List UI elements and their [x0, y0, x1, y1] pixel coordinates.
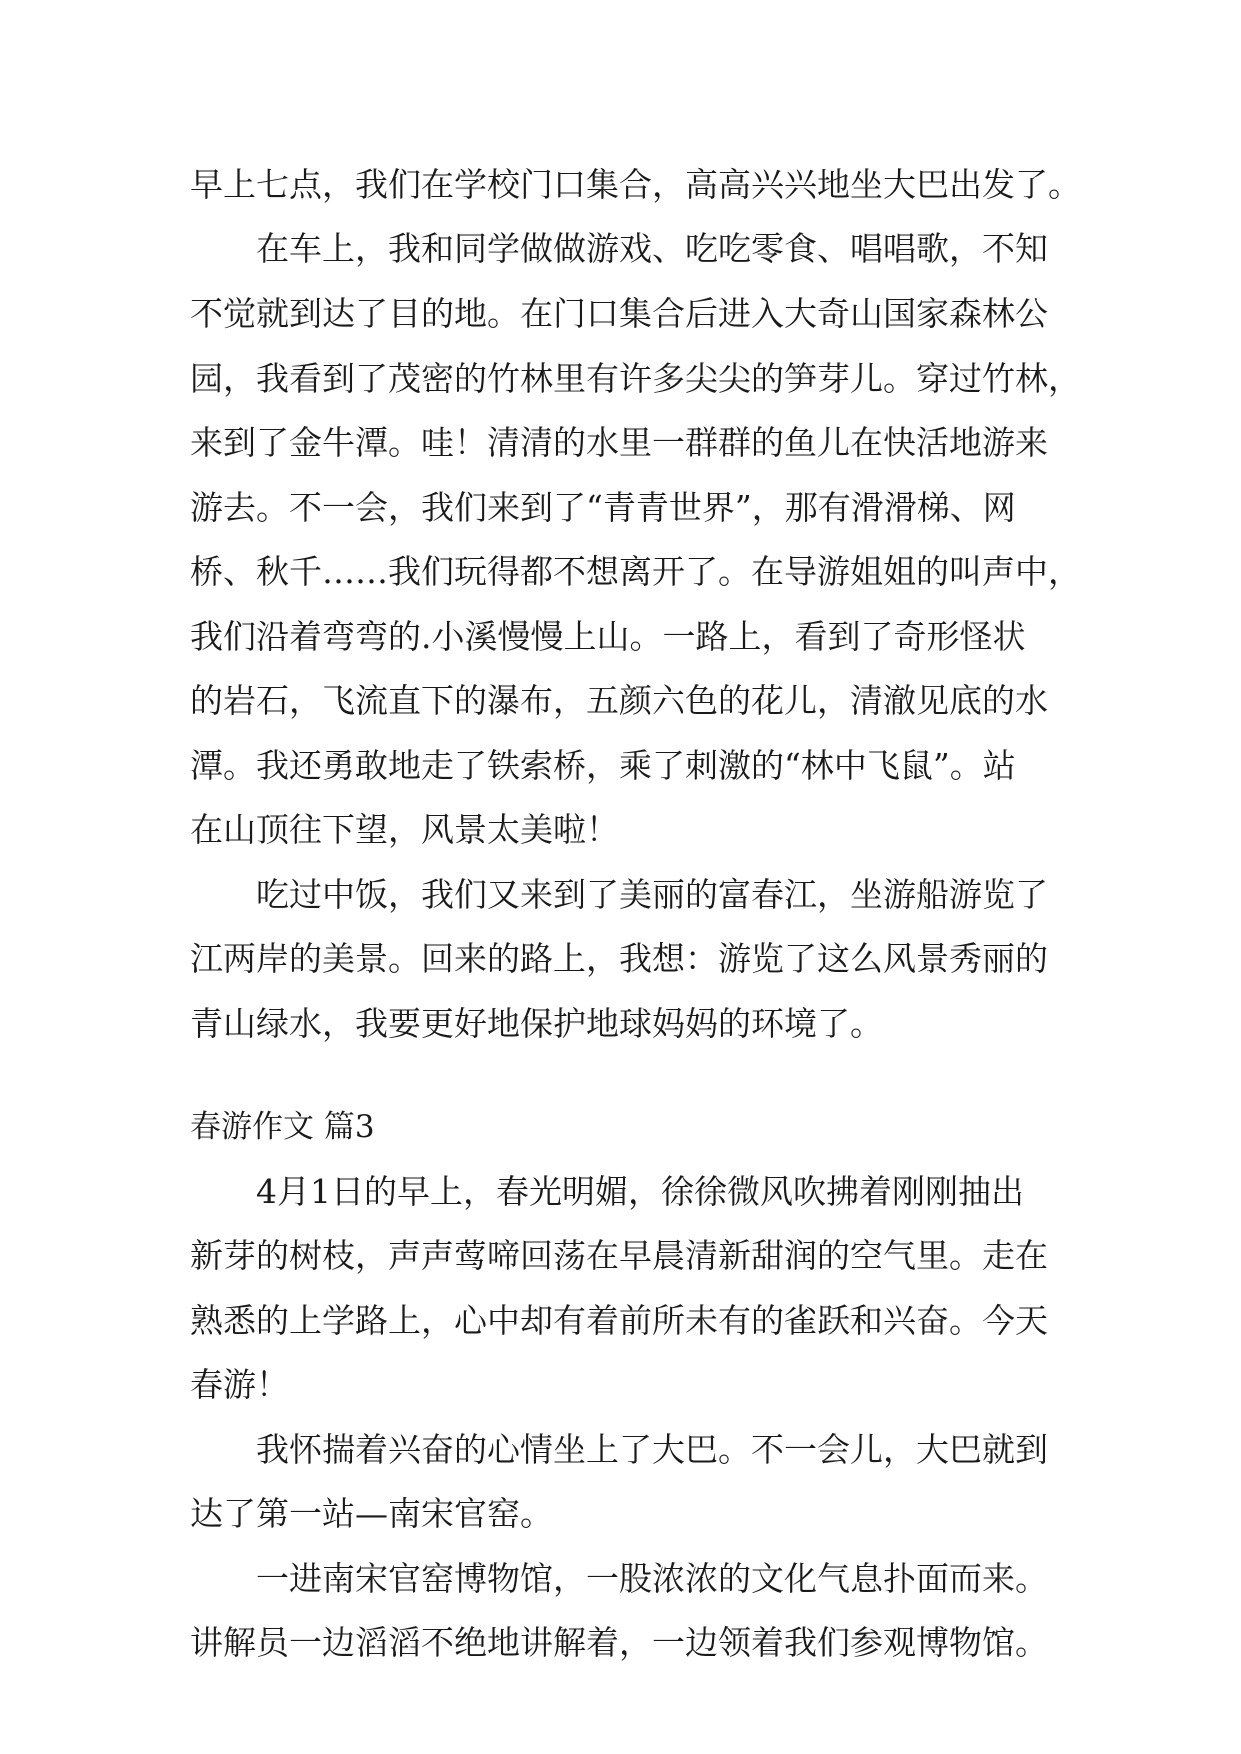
text-line: 来到了金牛潭。哇！清清的水里一群群的鱼儿在快活地游来 — [190, 423, 1048, 462]
text-line: 讲解员一边滔滔不绝地讲解着，一边领着我们参观博物馆。 — [190, 1623, 1048, 1662]
paragraph-first-line: 吃过中饭，我们又来到了美丽的富春江，坐游船游览了 — [256, 875, 1048, 914]
text-line: 我们沿着弯弯的.小溪慢慢上山。一路上，看到了奇形怪状 — [190, 617, 1026, 656]
text-line: 潭。我还勇敢地走了铁索桥，乘了刺激的“林中飞鼠”。站 — [190, 746, 1016, 785]
paragraph-first-line: 我怀揣着兴奋的心情坐上了大巴。不一会儿，大巴就到 — [256, 1430, 1048, 1469]
paragraph-first-line: 一进南宋官窑博物馆，一股浓浓的文化气息扑面而来。 — [256, 1559, 1048, 1598]
section-heading: 春游作文 篇3 — [190, 1109, 375, 1145]
text-line: 江两岸的美景。回来的路上，我想：游览了这么风景秀丽的 — [190, 939, 1048, 978]
text-line: 早上七点，我们在学校门口集合，高高兴兴地坐大巴出发了。 — [190, 165, 1081, 204]
text-line: 园，我看到了茂密的竹林里有许多尖尖的笋芽儿。穿过竹林， — [190, 359, 1081, 398]
text-line: 不觉就到达了目的地。在门口集合后进入大奇山国家森林公 — [190, 294, 1048, 333]
text-line: 春游！ — [190, 1365, 289, 1404]
text-line: 熟悉的上学路上，心中却有着前所未有的雀跃和兴奋。今天 — [190, 1301, 1048, 1340]
paragraph-first-line: 在车上，我和同学做做游戏、吃吃零食、唱唱歌，不知 — [256, 229, 1048, 268]
text-line: 在山顶往下望，风景太美啦！ — [190, 810, 619, 849]
text-line: 青山绿水，我要更好地保护地球妈妈的环境了。 — [190, 1004, 883, 1043]
text-line: 达了第一站—南宋官窑。 — [190, 1494, 553, 1533]
text-line: 桥、秋千……我们玩得都不想离开了。在导游姐姐的叫声中， — [190, 552, 1081, 591]
text-line: 新芽的树枝，声声莺啼回荡在早晨清新甜润的空气里。走在 — [190, 1236, 1048, 1275]
text-line: 的岩石，飞流直下的瀑布，五颜六色的花儿，清澈见底的水 — [190, 681, 1048, 720]
text-line: 游去。不一会，我们来到了“青青世界”，那有滑滑梯、网 — [190, 488, 1016, 527]
paragraph-first-line: 4月1日的早上，春光明媚，徐徐微风吹拂着刚刚抽出 — [256, 1172, 1024, 1211]
